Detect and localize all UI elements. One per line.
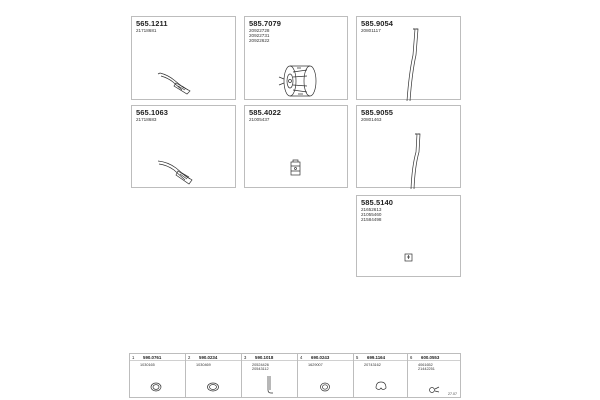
mounting-kit-icon xyxy=(408,354,460,397)
accessory-index: 3 xyxy=(244,354,247,360)
part-card-565-1063[interactable] xyxy=(131,105,236,188)
accessory-ref: 20543112 xyxy=(252,367,269,372)
accessory-ref: 20743162 xyxy=(364,363,381,367)
accessory-cell[interactable] xyxy=(408,354,460,397)
accessory-cell[interactable] xyxy=(298,354,354,397)
part-number: 565.1211 xyxy=(136,19,168,28)
bracket-icon xyxy=(245,106,349,189)
part-ref: 20922731 xyxy=(249,33,270,39)
part-number: 585.9055 xyxy=(361,108,394,117)
part-ref: 21718681 xyxy=(136,28,157,33)
accessory-cell[interactable] xyxy=(242,354,298,397)
part-ref: 21005437 xyxy=(249,117,270,122)
accessory-ref: 1629007 xyxy=(308,363,323,367)
part-ref: 21055460 xyxy=(361,212,382,218)
accessory-cell[interactable] xyxy=(354,354,408,397)
part-card-585-9054[interactable] xyxy=(356,16,461,100)
accessory-index: 2 xyxy=(188,354,191,360)
part-ref: 20801463 xyxy=(361,117,382,122)
part-ref: 20922622 xyxy=(249,38,270,44)
part-ref: 20801117 xyxy=(361,28,381,33)
accessory-index: 5 xyxy=(356,354,359,360)
accessory-ref: 1030469 xyxy=(196,363,211,367)
bent-pipe-icon xyxy=(132,106,237,189)
muffler-icon xyxy=(245,17,349,101)
ring-clamp-icon xyxy=(130,354,186,397)
part-card-585-7079[interactable] xyxy=(244,16,348,100)
part-ref: 21584498 xyxy=(361,217,382,223)
accessory-part-number: 600.0553 xyxy=(421,354,440,360)
accessory-ref: 1030165 xyxy=(140,363,155,367)
accessory-index: 6 xyxy=(410,354,413,360)
strip-note: 27.07 xyxy=(448,392,457,396)
accessory-strip xyxy=(129,353,461,398)
part-card-585-5140[interactable] xyxy=(356,195,461,277)
ring-clamp-icon xyxy=(186,354,242,397)
accessory-ref: 4061652 xyxy=(418,363,433,367)
part-number: 585.7079 xyxy=(249,19,282,28)
part-number: 585.9054 xyxy=(361,19,394,28)
accessory-index: 4 xyxy=(300,354,303,360)
accessory-part-number: 590.0761 xyxy=(143,354,162,360)
accessory-part-number: 590.1018 xyxy=(255,354,274,360)
accessory-cell[interactable] xyxy=(186,354,242,397)
accessory-part-number: 699.1164 xyxy=(367,354,386,360)
part-card-585-9055[interactable] xyxy=(356,105,461,188)
part-ref: 21718683 xyxy=(136,117,157,122)
part-number: 565.1063 xyxy=(136,108,169,117)
part-card-585-4022[interactable] xyxy=(244,105,348,188)
part-number: 585.4022 xyxy=(249,108,282,117)
part-card-565-1211[interactable] xyxy=(131,16,236,100)
accessory-index: 1 xyxy=(132,354,135,360)
part-ref: 21652613 xyxy=(361,207,382,212)
ring-clamp-icon xyxy=(298,354,354,397)
part-number: 585.5140 xyxy=(361,198,394,207)
hanger-rod-icon xyxy=(242,354,298,397)
bent-pipe-icon xyxy=(132,17,237,101)
accessory-cell[interactable] xyxy=(130,354,186,397)
rubber-hanger-icon xyxy=(354,354,408,397)
accessory-part-number: 690.0243 xyxy=(311,354,330,360)
accessory-ref: 21442251 xyxy=(418,367,435,372)
part-ref: 20922728 xyxy=(249,28,270,33)
accessory-ref: 20524426 xyxy=(252,363,269,367)
tail-pipe-icon xyxy=(357,17,462,101)
tail-pipe-icon xyxy=(357,106,462,189)
clamp-icon xyxy=(357,196,462,278)
accessory-part-number: 590.0234 xyxy=(199,354,218,360)
